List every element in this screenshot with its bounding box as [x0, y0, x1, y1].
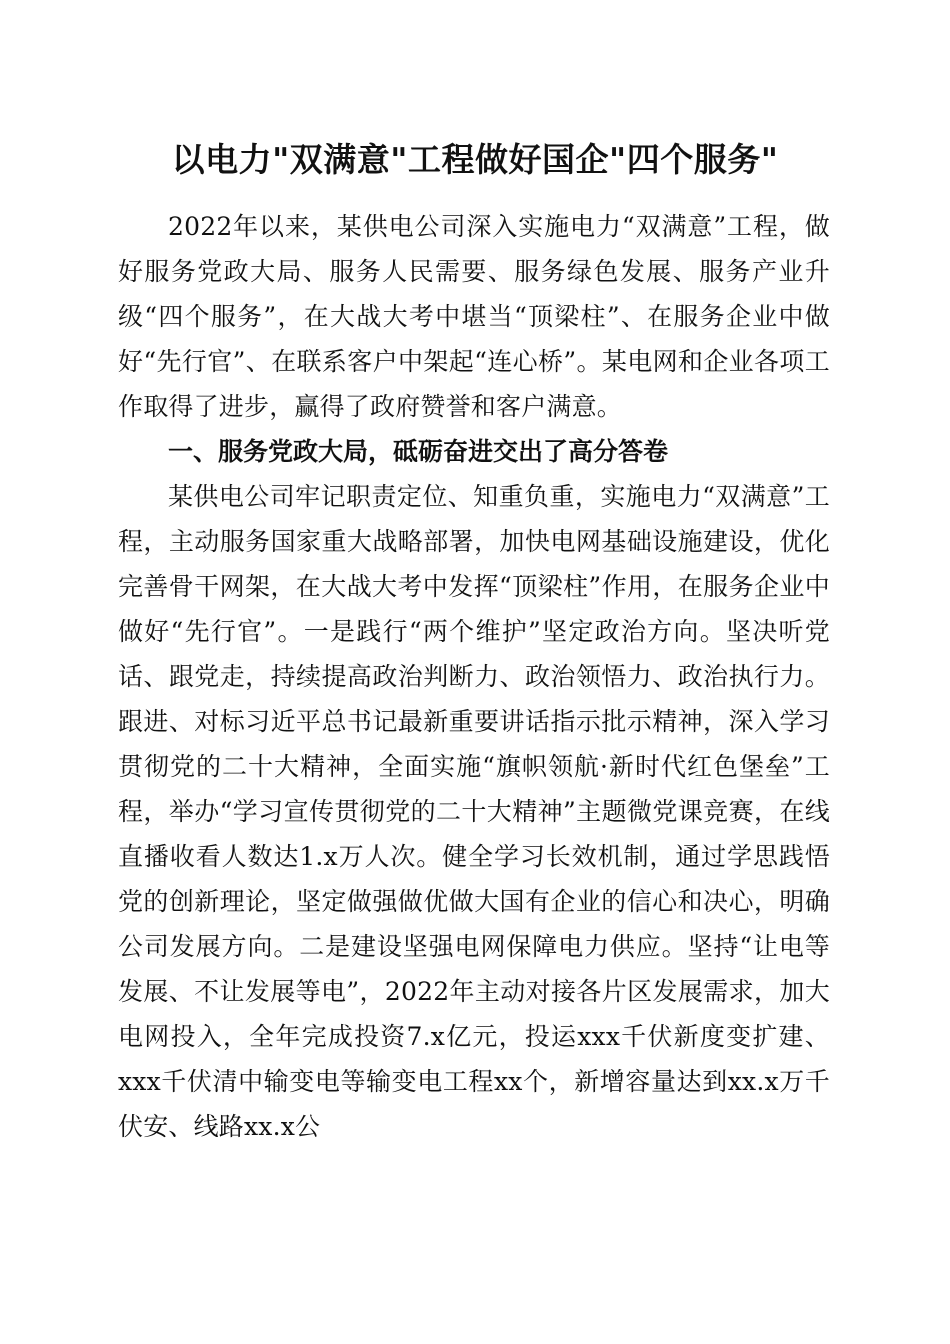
document-body	[118, 204, 830, 1149]
section-heading-1: 一、服务党政大局，砥砺奋进交出了高分答卷	[168, 437, 669, 466]
intro-paragraph: 2022年以来，某供电公司深入实施电力“双满意”工程，做好服务党政大局、服务人民需要、服务绿色发展、服务产业升级“四个服务”，在大战大考中堪当“顶梁柱”、在服务企业中做好“先行官”、在联系客户中架起“连心桥”。某电网和企业各项工作取得了进步，赢得了政府赞誉和客户满意。	[118, 212, 830, 421]
document-title: 以电力"双满意"工程做好国企"四个服务"	[171, 140, 779, 179]
section-1-paragraph: 某供电公司牢记职责定位、知重负重，实施电力“双满意”工程，主动服务国家重大战略部署，加快电网基础设施建设，优化完善骨干网架，在大战大考中发挥“顶梁柱”作用，在服务企业中做好“先行官”。一是践行“两个维护”坚定政治方向。坚决听党话、跟党走，持续提高政治判断力、政治领悟力、政治执行力。跟进、对标习近平总书记最新重要讲话指示批示精神，深入学习贯彻党的二十大精神，全面实施“旗帜领航·新时代红色堡垒”工程，举办“学习宣传贯彻党的二十大精神”主题微党课竞赛，在线直播收看人数达1.x万人次。健全学习长效机制，通过学思践悟党的创新理论，坚定做强做优做大国有企业的信心和决心，明确公司发展方向。二是建设坚强电网保障电力供应。坚持“让电等发展、不让发展等电”，2022年主动对接各片区发展需求，加大电网投入，全年完成投资7.x亿元，投运xxx千伏新度变扩建、xxx千伏清中输变电等输变电工程xx个，新增容量达到xx.x万千伏安、线路xx.x公	[118, 482, 830, 1141]
